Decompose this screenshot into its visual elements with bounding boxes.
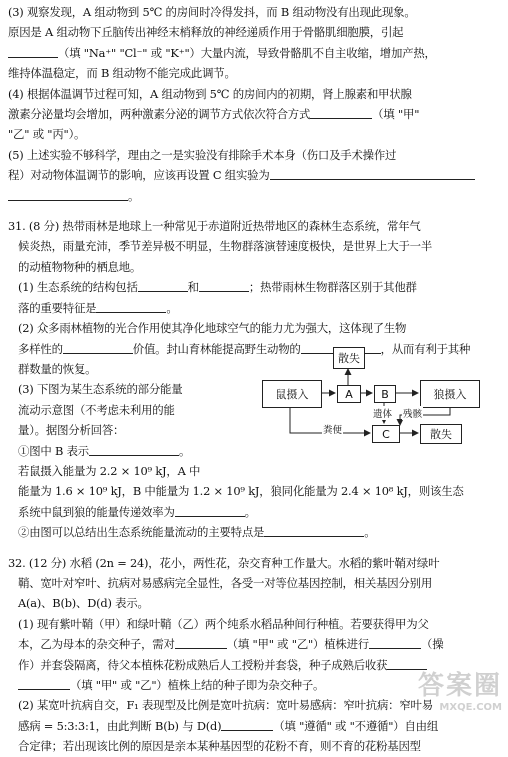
q32-2-line2: 感病 = 5:3:3:1，由此判断 B(b) 与 D(d) （填 "遵循" 或 "不遵循"）自由组 [18, 718, 439, 733]
q31-1-line2: 落的重要特征是 。 [18, 300, 178, 315]
answer-blank[interactable] [175, 505, 245, 517]
answer-blank[interactable] [369, 637, 421, 649]
q31-line2: 候炎热，雨量充沛，季节差异极不明显，生物群落演替速度极快，是世界上大于一半 [18, 239, 433, 254]
answer-blank[interactable] [89, 444, 179, 456]
q31-3-line3: 量）。据图分析回答： [18, 423, 125, 438]
q32-line3: A(a)、B(b)、D(d) 表示。 [18, 596, 149, 611]
q32-line2: 鞘、宽叶对窄叶、抗病对易感病完全显性，各受一对等位基因控制，相关基因分别用 [18, 575, 433, 590]
q32-2-line3: 合定律；若出现该比例的原因是亲本某种基因型的花粉不育，则不育的花粉基因型 [18, 739, 421, 754]
q31-3-line8: ②由图可以总结出生态系统能量流动的主要特点是 。 [18, 525, 376, 540]
answer-blank[interactable] [175, 637, 227, 649]
label-debris: 残骸 [402, 406, 423, 420]
q32-1-line3: 作）并套袋隔离，待父本植株花粉成熟后人工授粉并套袋，种子成熟后收获 [8, 655, 502, 675]
q30-3-line4: 维持体温稳定，而 B 组动物不能完成此调节。 [8, 66, 236, 81]
q32-2-line1: (2) 某宽叶抗病自交，F₁ 表现型及比例是宽叶抗病：宽叶易感病：窄叶抗病：窄叶易 [18, 698, 433, 713]
q31-2-line2: 多样性的 价值。封山育林能提高野生动物的 ，从而有利于其种 [18, 341, 471, 356]
q30-5-line2: 程）对动物体温调节的影响，应该再设置 C 组实验为 [8, 165, 502, 185]
q31-line1: 31. (8 分) 热带雨林是地球上一种常见于赤道附近热带地区的森林生态系统，常年气 [8, 219, 421, 234]
q31-3-line5: 若鼠摄入能量为 2.2 × 10⁹ kJ，A 中 [18, 463, 201, 478]
q30-4-line2: 激素分泌量均会增加，两种激素分泌的调节方式依次符合方式 （填 "甲" [8, 107, 420, 122]
q31-3-line6: 能量为 1.6 × 10⁹ kJ，B 中能量为 1.2 × 10⁹ kJ，狼同化能量为 2.4 × 10⁸ kJ，则该生态 [18, 484, 464, 499]
q30-5-line3: 。 [8, 186, 502, 206]
answer-blank[interactable] [138, 280, 188, 292]
q30-3-line2: 原因是 A 组动物下丘脑传出神经末梢释放的神经递质作用于骨骼肌细胞膜，引起 [8, 25, 404, 40]
node-c: C [372, 425, 400, 443]
q30-5-line1: (5) 上述实验不够科学，理由之一是实验没有排除手术本身（伤口及手术操作过 [8, 147, 397, 162]
watermark-logo: 答案圈 MXQE.COM [417, 671, 502, 713]
q31-2-line3: 群数量的恢复。 [18, 361, 97, 376]
answer-blank[interactable] [221, 719, 273, 731]
q32-1-line4: （填 "甲" 或 "乙"）植株上结的种子即为杂交种子。 [8, 675, 502, 695]
q30-3-line1: (3) 观察发现，A 组动物到 5℃ 的房间时冷得发抖，而 B 组动物没有出现此现象。 [8, 5, 416, 19]
q31-3-line4: ①图中 B 表示 。 [18, 443, 191, 458]
q32-1-line2: 本，乙为母本的杂交种子，需对 （填 "甲" 或 "乙"）植株进行 （操 [18, 637, 444, 652]
answer-blank[interactable] [63, 342, 133, 354]
q30-3-line3: （填 "Na⁺" "Cl⁻" 或 "K⁺"）大量内流，导致骨骼肌不自主收缩，增加产热， [8, 43, 502, 63]
answer-blank[interactable] [8, 46, 58, 58]
answer-blank[interactable] [96, 301, 166, 313]
q32-line1: 32. (12 分) 水稻 (2n = 24)，花小，两性花，杂交育种工作量大。水稻的紫叶鞘对绿叶 [8, 555, 440, 570]
node-loss-top: 散失 [333, 347, 365, 369]
q30-4-line1: (4) 根据体温调节过程可知，A 组动物到 5℃ 的房间内的初期，肾上腺素和甲状腺 [8, 86, 412, 101]
node-mouse-intake: 鼠摄入 [262, 380, 322, 408]
q31-3-line2: 流动示意图（不考虑未利用的能 [18, 402, 175, 417]
energy-flow-diagram [262, 347, 502, 451]
answer-blank[interactable] [8, 189, 128, 201]
answer-blank[interactable] [270, 168, 475, 180]
node-a: A [337, 385, 361, 403]
q32-1-line1: (1) 现有紫叶鞘（甲）和绿叶鞘（乙）两个纯系水稻品种间行种植。若要获得甲为父 [18, 616, 429, 631]
label-feces: 粪便 [322, 422, 343, 436]
q31-line3: 的动植物物种的栖息地。 [18, 259, 142, 274]
label-remains: 遗体 [372, 406, 393, 420]
node-wolf-intake: 狼摄入 [420, 380, 480, 408]
node-b: B [374, 385, 396, 403]
answer-blank[interactable] [18, 678, 70, 690]
answer-blank[interactable] [199, 280, 249, 292]
node-loss-bottom: 散失 [420, 424, 462, 444]
q31-1-line1: (1) 生态系统的结构包括 和 ；热带雨林生物群落区别于其他群 [18, 280, 417, 295]
q31-2-line1: (2) 众多雨林植物的光合作用使其净化地球空气的能力尤为强大，这体现了生物 [18, 321, 407, 336]
answer-blank[interactable] [264, 525, 364, 537]
answer-blank[interactable] [310, 107, 372, 119]
q30-4-line3: "乙" 或 "丙"）。 [8, 127, 86, 142]
q31-3-line1: (3) 下图为某生态系统的部分能量 [18, 382, 183, 397]
q31-3-line7: 系统中鼠到狼的能量传递效率为 。 [18, 504, 256, 519]
